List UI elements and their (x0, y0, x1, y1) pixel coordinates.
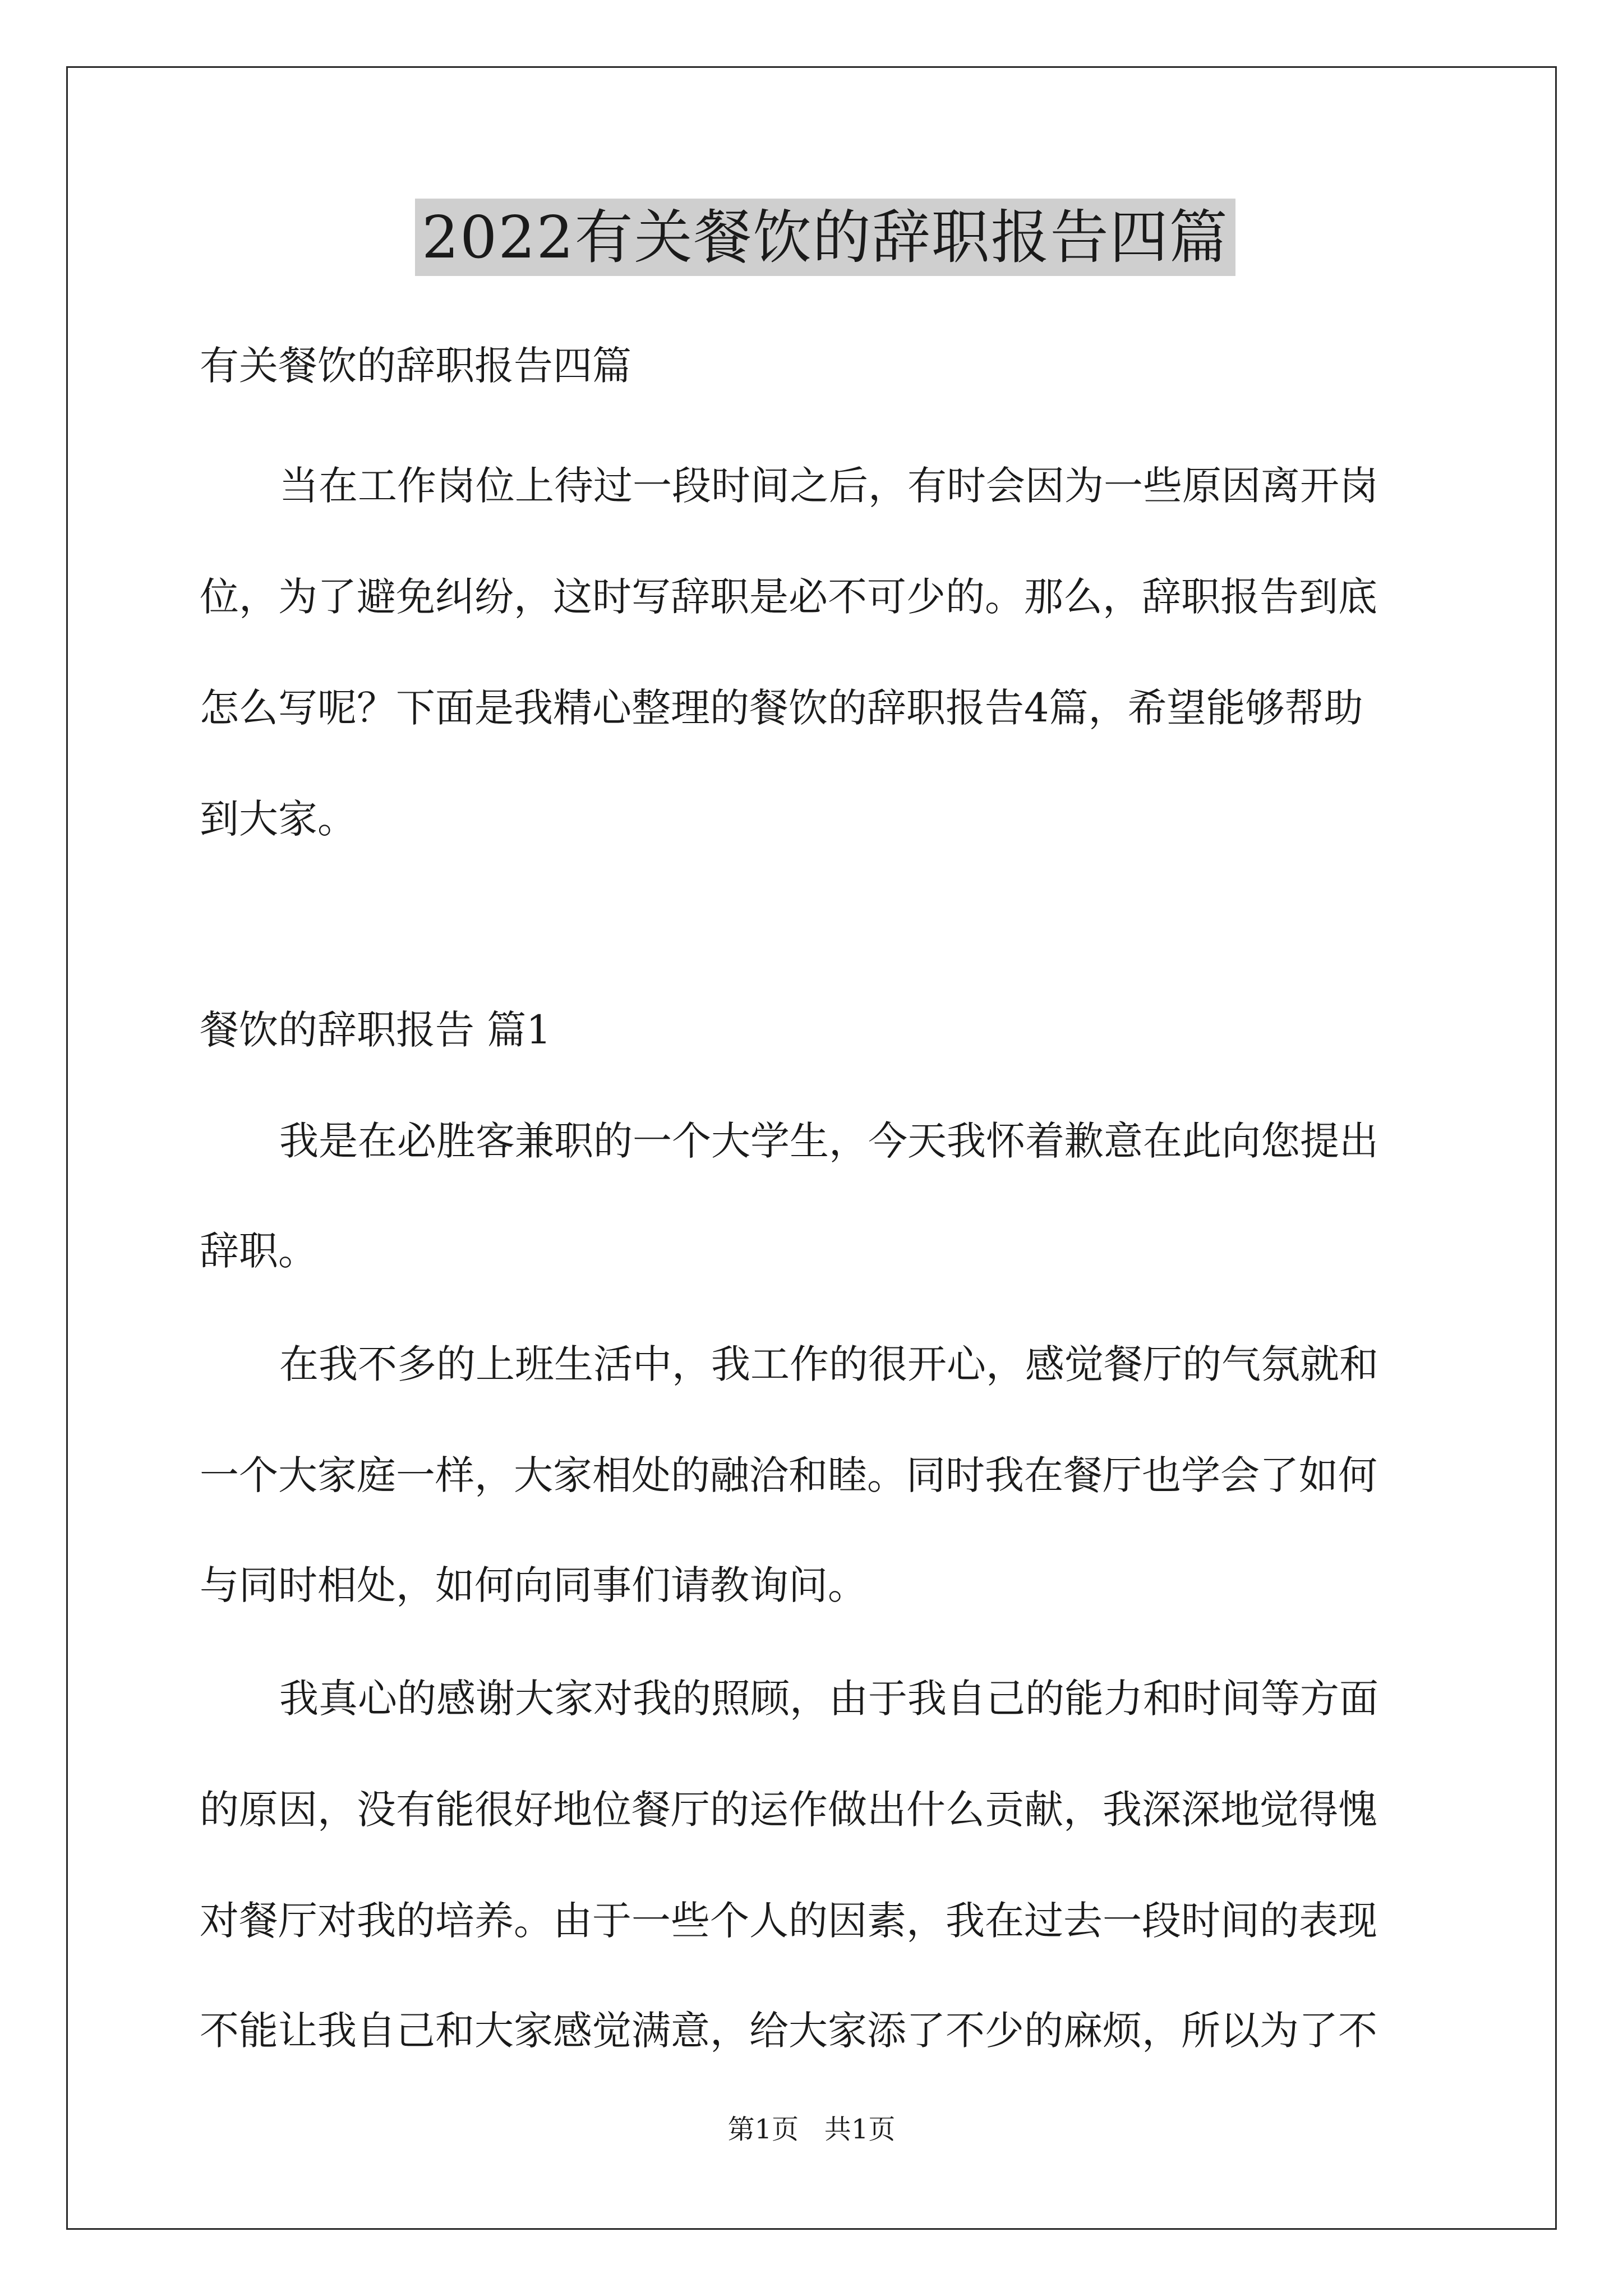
page-number-footer: 第1页 共1页 (727, 2114, 896, 2145)
paragraph-line: 对餐厅对我的培养。由于一些个人的因素，我在过去一段时间的表现 (200, 1898, 1377, 1944)
paragraph-line: 我是在必胜客兼职的一个大学生，今天我怀着歉意在此向您提出 (279, 1118, 1378, 1164)
paragraph-line: 辞职。 (200, 1228, 317, 1274)
paragraph-line: 位，为了避免纠纷，这时写辞职是必不可少的。那么，辞职报告到底 (200, 574, 1377, 620)
paragraph-line: 怎么写呢？下面是我精心整理的餐饮的辞职报告4篇，希望能够帮助 (200, 685, 1363, 731)
paragraph-line: 的原因，没有能很好地位餐厅的运作做出什么贡献，我深深地觉得愧 (200, 1787, 1377, 1833)
paragraph-line: 不能让我自己和大家感觉满意，给大家添了不少的麻烦，所以为了不 (200, 2008, 1377, 2054)
paragraph-line: 当在工作岗位上待过一段时间之后，有时会因为一些原因离开岗 (279, 463, 1378, 509)
paragraph-line: 一个大家庭一样，大家相处的融洽和睦。同时我在餐厅也学会了如何 (200, 1452, 1377, 1498)
document-title: 2022有关餐饮的辞职报告四篇 (415, 199, 1235, 276)
subtitle-line: 有关餐饮的辞职报告四篇 (200, 343, 631, 389)
paragraph-line: 在我不多的上班生活中，我工作的很开心，感觉餐厅的气氛就和 (279, 1341, 1378, 1387)
paragraph-line: 我真心的感谢大家对我的照顾，由于我自己的能力和时间等方面 (279, 1676, 1378, 1722)
paragraph-line: 与同时相处，如何向同事们请教询问。 (200, 1562, 867, 1608)
section-heading: 餐饮的辞职报告 篇1 (200, 1007, 551, 1053)
paragraph-line: 到大家。 (200, 796, 357, 842)
